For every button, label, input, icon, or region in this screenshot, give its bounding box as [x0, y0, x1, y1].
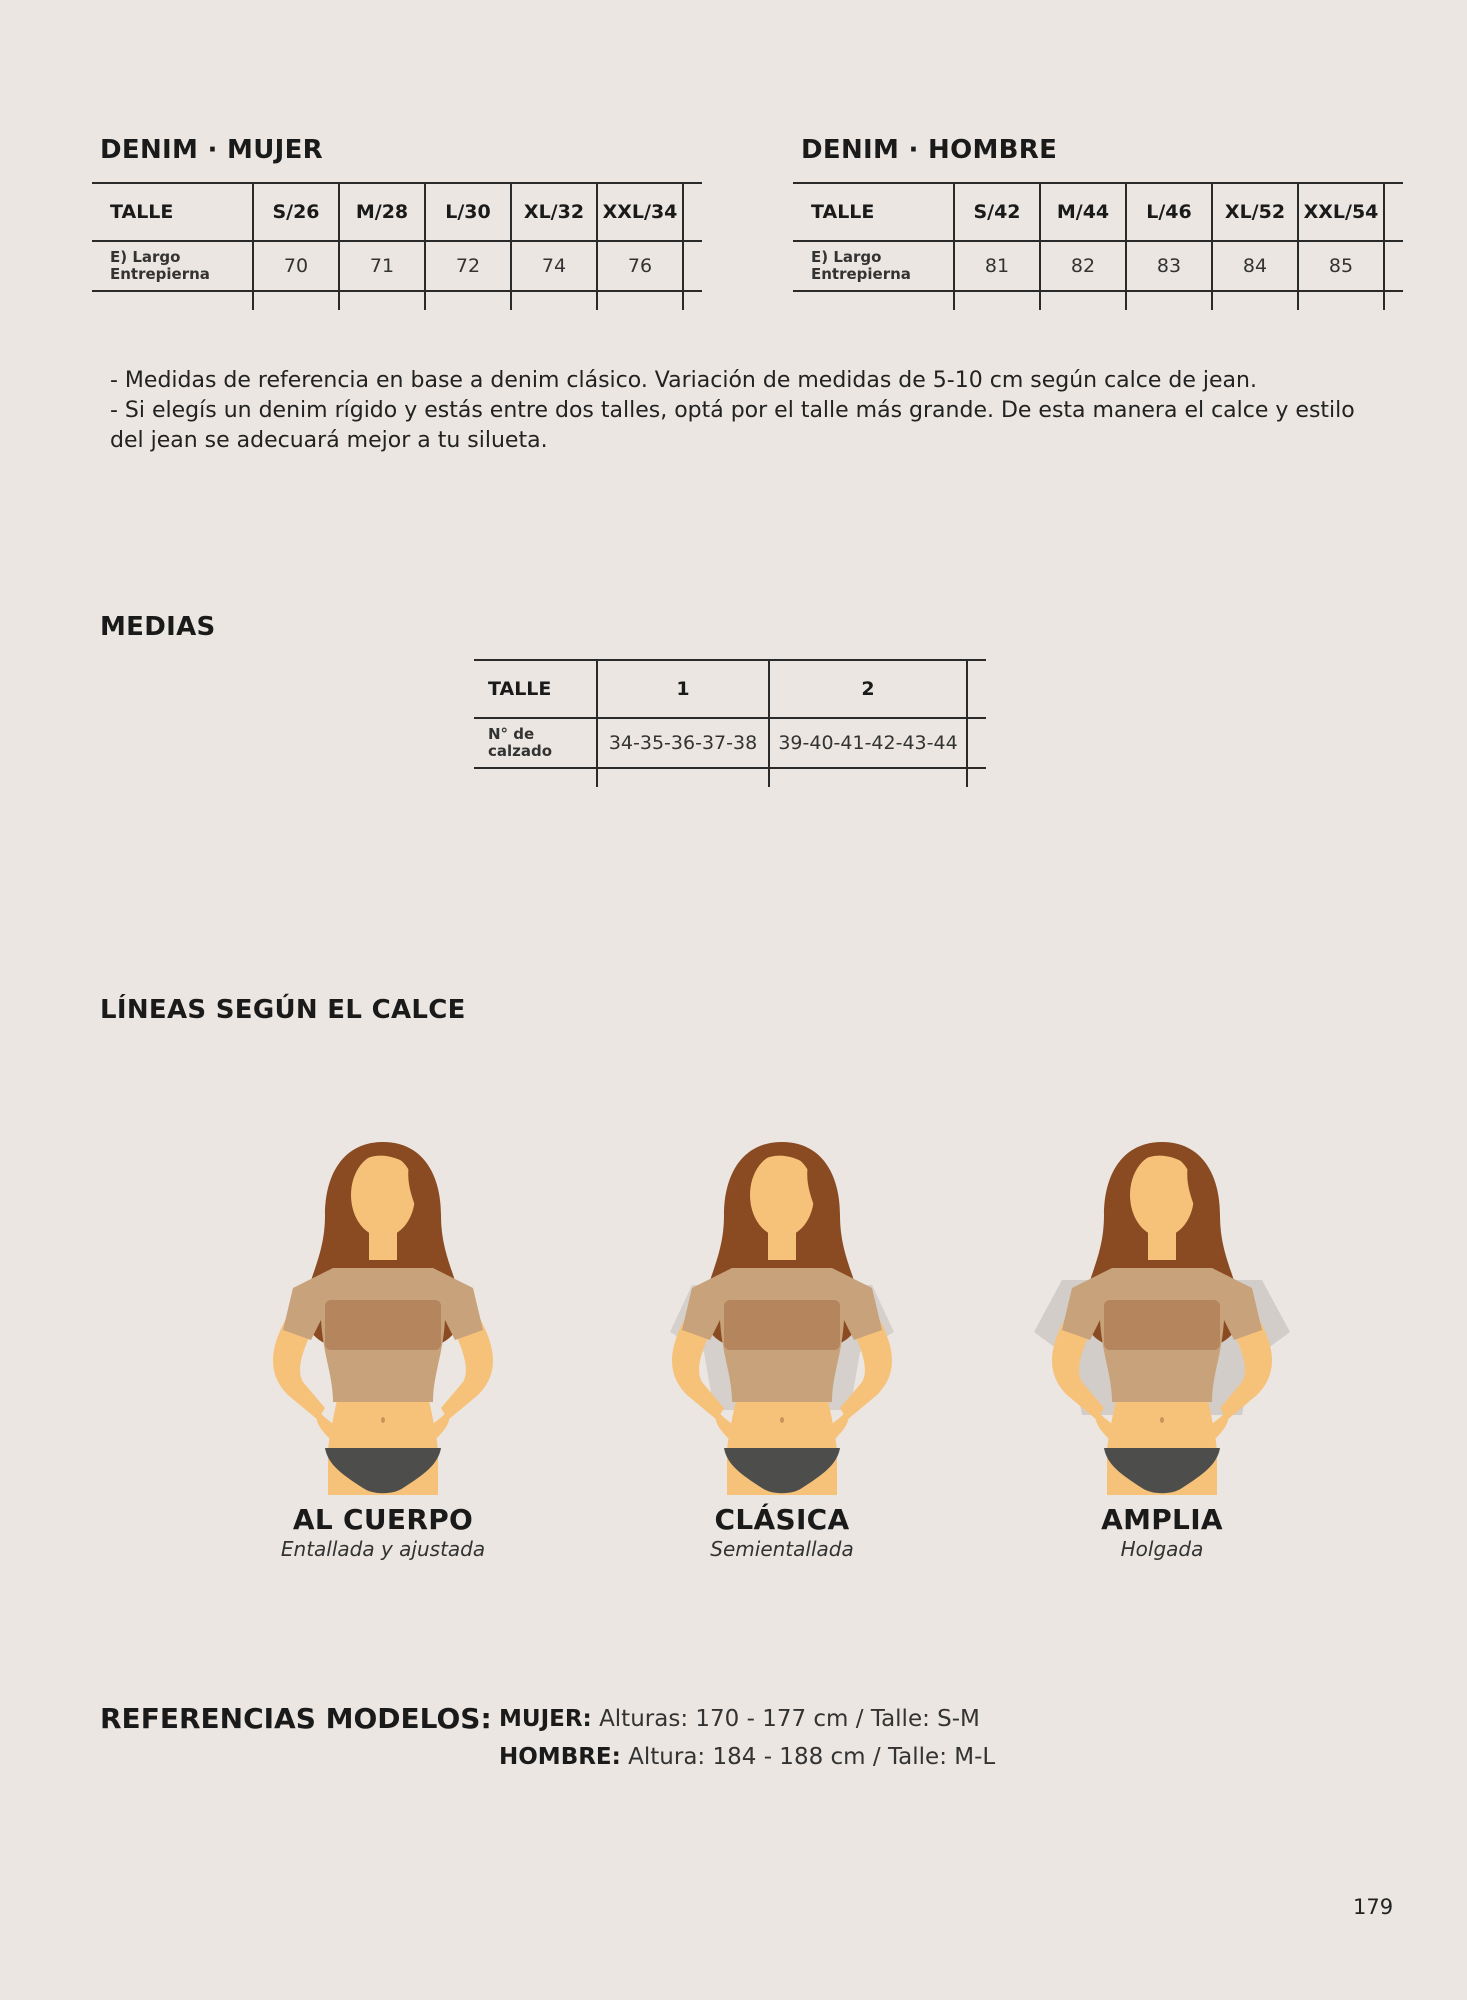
size-header: S/26	[253, 183, 339, 241]
row-label: N° de calzado	[474, 718, 597, 768]
table-cell: 82	[1040, 241, 1126, 291]
table-cell: 39-40-41-42-43-44	[769, 718, 967, 768]
referencia-hombre	[499, 1744, 995, 1770]
size-header: L/46	[1126, 183, 1212, 241]
fit-description: Holgada	[1120, 1537, 1204, 1561]
fit-name: CLÁSICA	[714, 1503, 850, 1536]
denim-hombre-table	[793, 182, 1403, 310]
table-cell: 81	[954, 241, 1040, 291]
size-header: 2	[769, 660, 967, 718]
table-cell: 71	[339, 241, 425, 291]
fit-description: Semientallada	[710, 1537, 854, 1561]
referencias-title: REFERENCIAS MODELOS:	[100, 1702, 492, 1735]
medias-title: MEDIAS	[100, 612, 216, 642]
referencia-hombre-label: HOMBRE:	[499, 1744, 621, 1770]
fit-name: AMPLIA	[1101, 1503, 1223, 1536]
table-cell: 70	[253, 241, 339, 291]
referencia-mujer	[499, 1706, 980, 1732]
fit-figure-clasica	[632, 1120, 932, 1520]
denim-mujer-table	[92, 182, 702, 310]
size-header: 1	[597, 660, 769, 718]
size-header: L/30	[425, 183, 511, 241]
table-cell: 72	[425, 241, 511, 291]
table-header-label: TALLE	[793, 183, 954, 241]
table-cell: 85	[1298, 241, 1384, 291]
fit-name: AL CUERPO	[292, 1503, 474, 1536]
page-number: 179	[1353, 1895, 1394, 1919]
table-header-label: TALLE	[92, 183, 253, 241]
size-header: XL/52	[1212, 183, 1298, 241]
size-header: XXL/34	[597, 183, 683, 241]
fit-description: Entallada y ajustada	[280, 1537, 486, 1561]
note-line: - Si elegís un denim rígido y estás entre dos talles, optá por el talle más grande. De esta manera el calce y estilo del jean se adecuará mejor a tu silueta.	[110, 398, 1355, 453]
table-cell: 83	[1126, 241, 1212, 291]
table-cell: 34-35-36-37-38	[597, 718, 769, 768]
table-cell: 74	[511, 241, 597, 291]
woman-illustration	[1012, 1120, 1312, 1500]
size-header: M/44	[1040, 183, 1126, 241]
denim-hombre-title: DENIM · HOMBRE	[801, 135, 1058, 165]
woman-illustration	[632, 1120, 932, 1500]
sizing-notes	[110, 366, 1360, 456]
referencia-hombre-text: Altura: 184 - 188 cm / Talle: M-L	[628, 1744, 996, 1770]
fit-figure-amplia	[1012, 1120, 1312, 1520]
table-header-label: TALLE	[474, 660, 597, 718]
row-label: E) Largo Entrepierna	[92, 241, 253, 291]
fit-figure-al-cuerpo	[233, 1120, 533, 1520]
referencia-mujer-text: Alturas: 170 - 177 cm / Talle: S-M	[599, 1706, 980, 1732]
medias-table	[474, 659, 986, 787]
size-header: XL/32	[511, 183, 597, 241]
woman-illustration	[233, 1120, 533, 1500]
lineas-title: LÍNEAS SEGÚN EL CALCE	[100, 995, 466, 1025]
size-header: M/28	[339, 183, 425, 241]
table-cell: 84	[1212, 241, 1298, 291]
table-cell: 76	[597, 241, 683, 291]
row-label: E) Largo Entrepierna	[793, 241, 954, 291]
denim-mujer-title: DENIM · MUJER	[100, 135, 323, 165]
size-header: XXL/54	[1298, 183, 1384, 241]
size-header: S/42	[954, 183, 1040, 241]
note-line: - Medidas de referencia en base a denim clásico. Variación de medidas de 5-10 cm según calce de jean.	[110, 368, 1257, 393]
referencia-mujer-label: MUJER:	[499, 1706, 592, 1732]
